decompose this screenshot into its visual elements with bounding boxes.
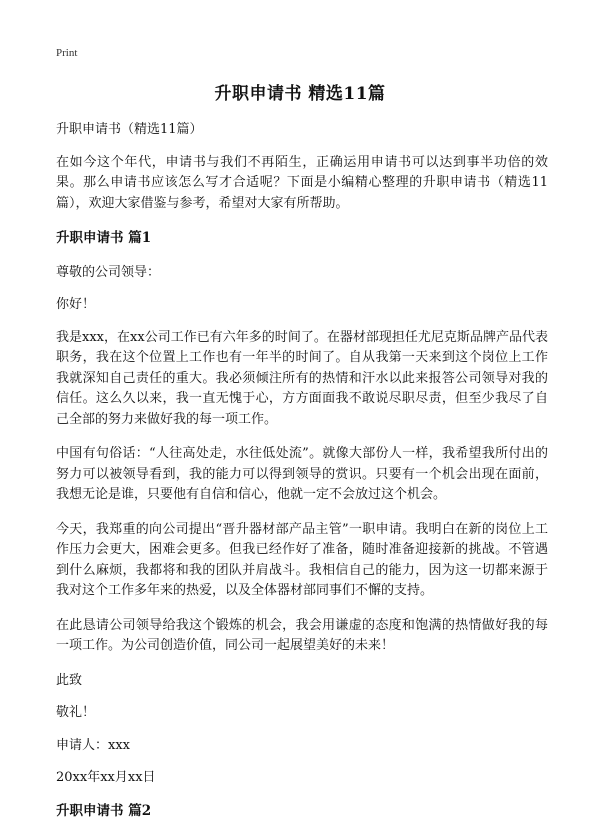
salutation: 尊敬的公司领导：: [56, 264, 161, 280]
applicant-line: 申请人：xxx: [56, 737, 130, 753]
document-body: [56, 120, 548, 835]
date-line: 20xx年xx月xx日: [56, 770, 156, 785]
intro-paragraph: 在如今这个年代，申请书与我们不再陌生，正确运用申请书可以达到事半功倍的效果。那么申请书应该怎么写才合适呢？下面是小编精心整理的升职申请书（精选11篇），欢迎大家借鉴与参考，希望对大家有所帮助。: [56, 154, 548, 211]
closing-salute: 敬礼！: [56, 705, 96, 720]
document-subtitle: 升职申请书（精选11篇）: [56, 122, 203, 137]
page-title: 升职申请书 精选11篇: [214, 84, 386, 104]
section-heading-2: 升职申请书 篇2: [56, 802, 152, 819]
print-label: Print: [56, 47, 78, 59]
closing-line: 此致: [56, 672, 83, 688]
body-paragraph: 中国有句俗话：“人往高处走，水往低处流”。就像大部份人一样，我希望我所付出的努力可以被领导看到，我的能力可以得到领导的赏识。只要有一个机会出现在面前，我想无论是谁，只要他有自信和信心，他就一定不会放过这个机会。: [56, 446, 548, 502]
body-paragraph: 我是xxx，在xx公司工作已有六年多的时间了。在器材部现担任尤尼克斯品牌产品代表职务，我在这个位置上工作也有一年半的时间了。自从我第一天来到这个岗位上工作我就深知自己责任的重大。我必须倾注所有的热情和汗水以此来报答公司领导对我的信任。这么久以来，我一直无愧于心，方方面面我不敢说尽职尽责，但至少我尽了自己全部的努力来做好我的每一项工作。: [56, 329, 548, 427]
greeting: 你好！: [56, 297, 96, 312]
body-paragraph: 今天，我郑重的向公司提出“晋升器材部产品主管”一职申请。我明白在新的岗位上工作压力会更大，困难会更多。但我已经作好了准备，随时准备迎接新的挑战。不管遇到什么麻烦，我都将和我的团队并肩战斗。我相信自己的能力，因为这一切都来源于我对这个工作多年来的热爱，以及全体器材部同事们不懈的支持。: [56, 521, 548, 598]
section-heading-1: 升职申请书 篇1: [56, 230, 152, 246]
body-paragraph: 在此恳请公司领导给我这个锻炼的机会，我会用谦虚的态度和饱满的热情做好我的每一项工作。为公司创造价值，同公司一起展望美好的未来！: [56, 617, 548, 653]
